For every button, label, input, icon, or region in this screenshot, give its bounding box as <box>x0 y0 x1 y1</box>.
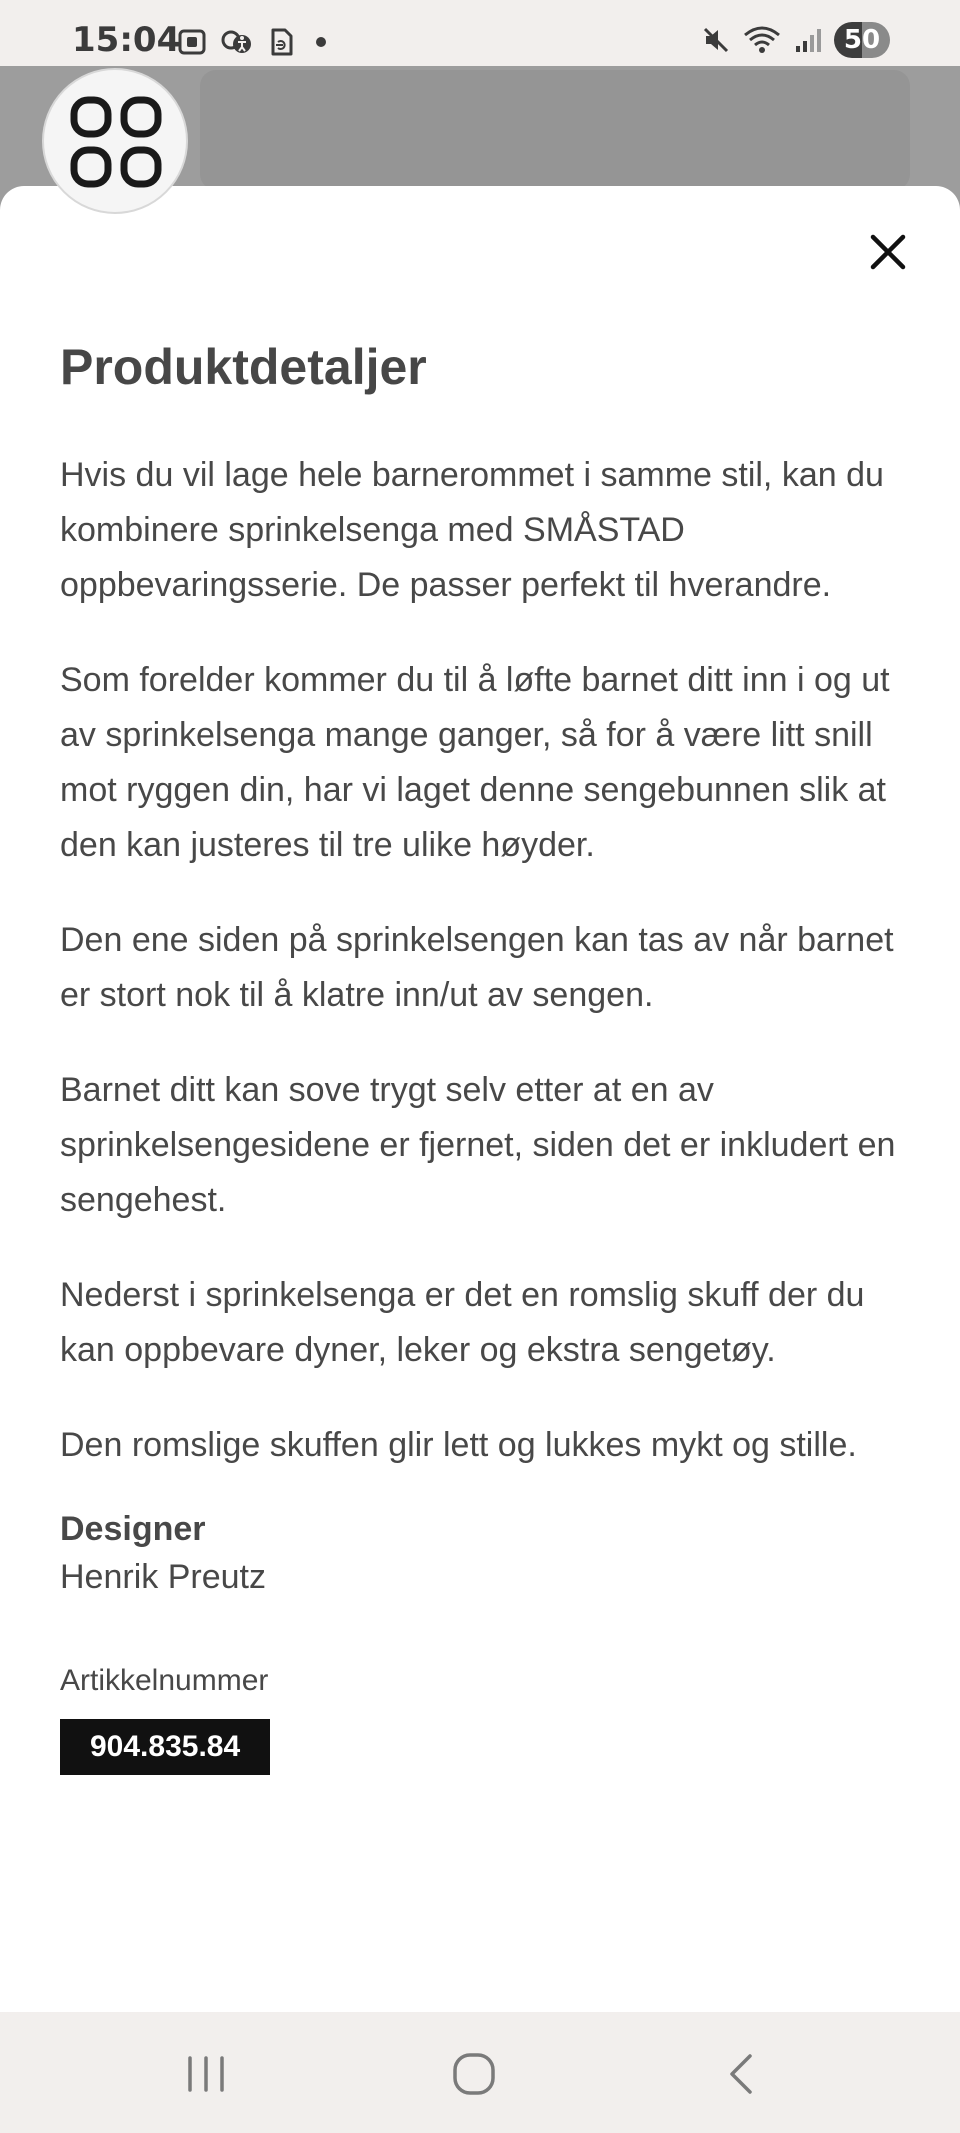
status-icons-left <box>176 22 326 62</box>
description-paragraph: Som forelder kommer du til å løfte barnet ditt inn i og ut av sprinkelsenga mange ganger, så for å være litt snill mot ryggen din, har vi laget denne sengebunnen slik at den kan justeres til tre ulike høyder. <box>60 661 890 864</box>
status-icons-right <box>700 20 890 60</box>
back-button[interactable] <box>712 2046 772 2102</box>
description-paragraph: Den ene siden på sprinkelsengen kan tas av når barnet er stort nok til å klatre inn/ut av sengen. <box>60 921 894 1014</box>
details-content <box>60 448 910 1775</box>
notification-dot <box>316 37 326 47</box>
designer-name: Henrik Preutz <box>60 1558 266 1596</box>
battery-icon <box>834 22 890 58</box>
home-icon <box>450 2050 498 2098</box>
grid-icon <box>68 94 164 190</box>
article-number-badge: 904.835.84 <box>60 1719 270 1775</box>
wifi-icon <box>742 24 782 56</box>
sim-card-icon <box>264 26 296 58</box>
page-title: Produktdetaljer <box>60 339 427 395</box>
screenshot-icon <box>176 26 208 58</box>
back-icon <box>722 2050 762 2098</box>
status-bar <box>0 0 960 66</box>
background-search-bar <box>200 70 910 190</box>
accessibility-icon <box>220 26 252 58</box>
status-time: 15:04 <box>72 20 181 60</box>
signal-icon <box>792 24 824 56</box>
description-paragraph: Hvis du vil lage hele barnerommet i samme stil, kan du kombinere sprinkelsenga med SMÅSTAD oppbevaringsserie. De passer perfekt til hverandre. <box>60 456 884 604</box>
description-paragraph: Nederst i sprinkelsenga er det en romslig skuff der du kan oppbevare dyner, leker og ekstra sengetøy. <box>60 1276 865 1369</box>
product-details-sheet <box>0 186 960 2012</box>
description-paragraph: Barnet ditt kan sove trygt selv etter at en av sprinkelsengesidene er fjernet, siden det er inkludert en sengehest. <box>60 1071 896 1219</box>
home-button[interactable] <box>444 2046 504 2102</box>
system-nav-bar <box>0 2012 960 2133</box>
article-number-label: Artikkelnummer <box>60 1664 269 1697</box>
close-button[interactable] <box>860 224 916 280</box>
description-paragraph: Den romslige skuffen glir lett og lukkes mykt og stille. <box>60 1426 857 1464</box>
mute-icon <box>700 24 732 56</box>
recent-apps-icon <box>184 2054 228 2094</box>
close-icon <box>870 234 906 270</box>
app-menu-button[interactable] <box>42 68 188 214</box>
battery-percent: 50 <box>843 25 881 55</box>
designer-label: Designer <box>60 1510 206 1548</box>
recent-apps-button[interactable] <box>176 2046 236 2102</box>
